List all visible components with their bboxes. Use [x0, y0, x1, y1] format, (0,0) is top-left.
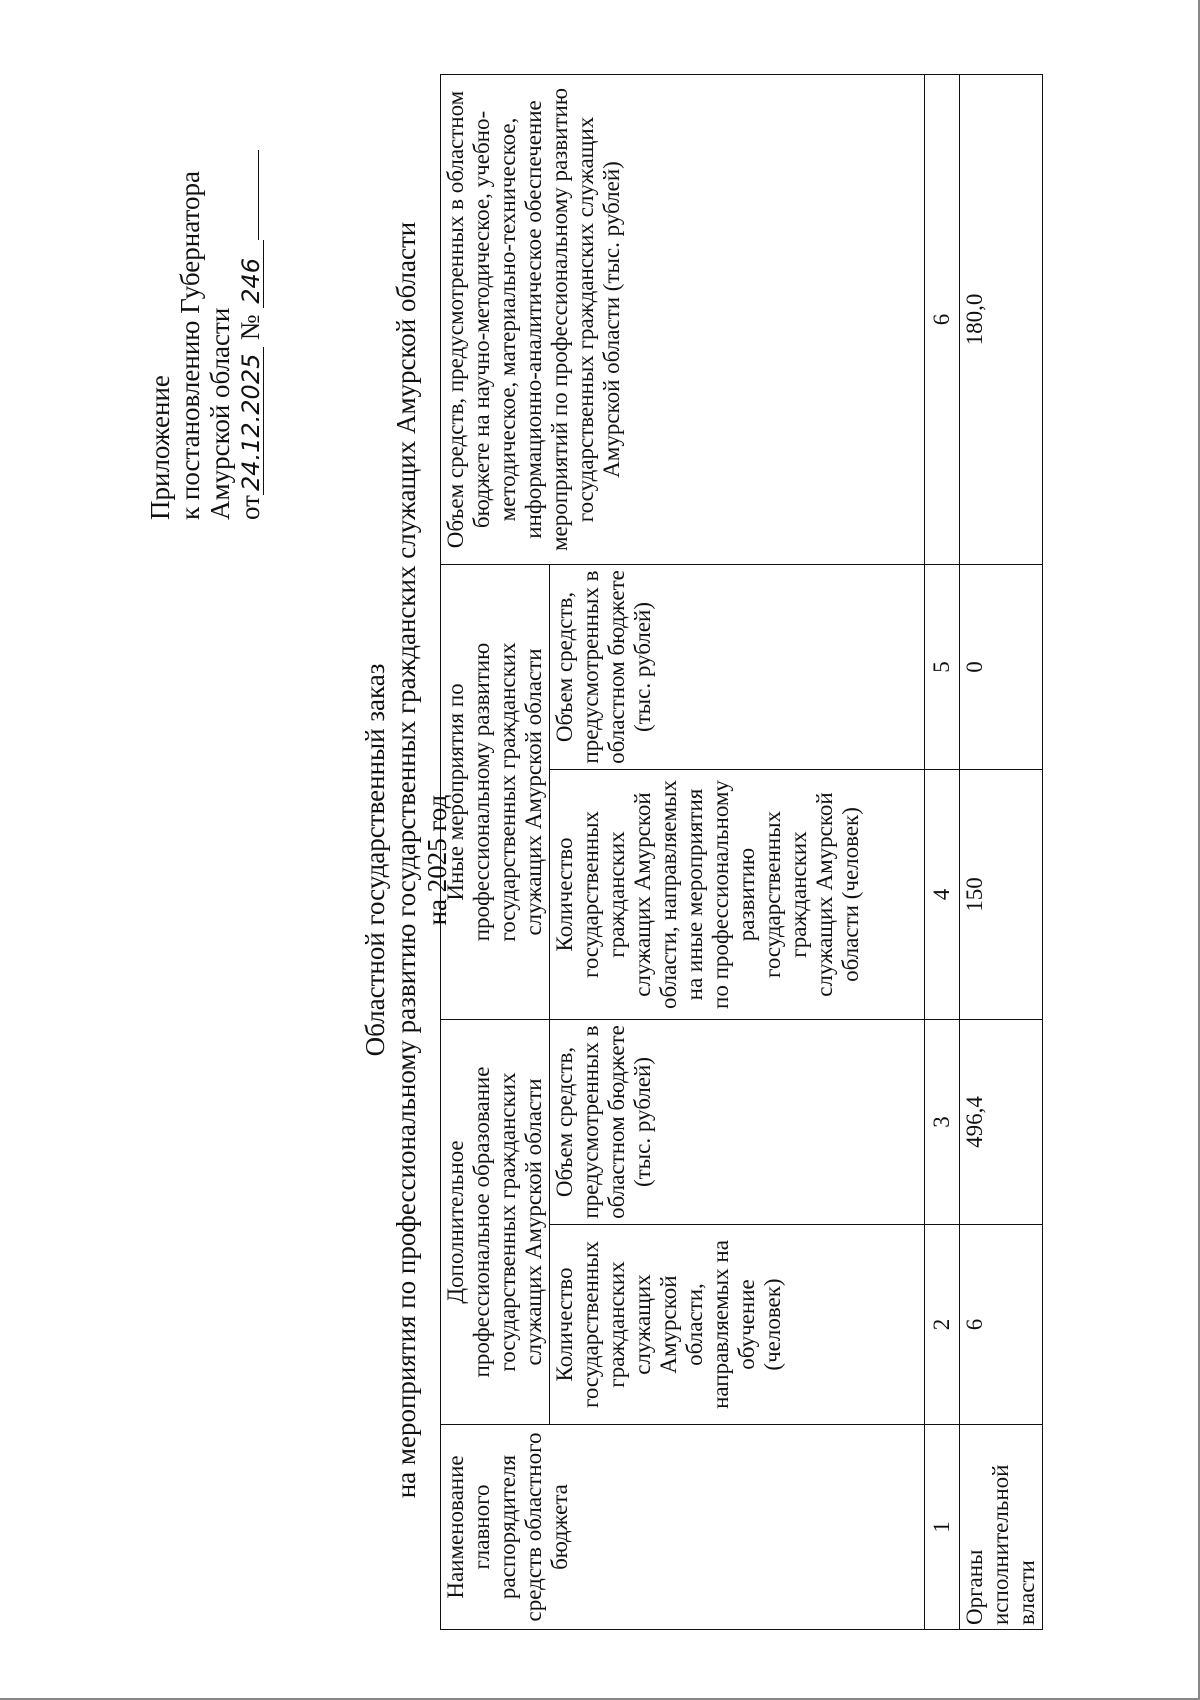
title-line-3: на 2025 год — [422, 794, 452, 926]
header-cell-group1 — [441, 1020, 550, 1425]
row-c5: 0 — [960, 565, 1043, 770]
order-table — [440, 74, 1043, 1630]
header-cell-col1 — [441, 1425, 925, 1630]
header-col1-text: Наименование главного распорядителя средств областного бюджета — [443, 1432, 572, 1622]
header-col6-text: Объем средств, предусмотренных в областном бюджете на научно-методическое, учебно-методическое, материально-техническое, информационно-аналитическое обеспечение мероприятий по профессиональному развитию государственных гражданских служащих Амурской области (тыс. рублей) — [443, 87, 624, 552]
appendix-region: Амурской области — [205, 307, 235, 520]
date-prefix: от — [235, 495, 265, 520]
header-cell-col6 — [441, 75, 925, 565]
handwritten-number: 246 — [239, 240, 264, 308]
handwritten-date: 24.12.2025 — [239, 347, 264, 495]
row-c2: 6 — [960, 1225, 1043, 1425]
column-number: 6 — [925, 75, 960, 565]
column-number: 2 — [925, 1225, 960, 1425]
row-name: Органы исполнительной власти — [960, 1425, 1043, 1630]
header-row-1 — [441, 75, 550, 1630]
appendix-date-line — [235, 100, 265, 520]
number-prefix: № — [235, 314, 265, 341]
signature-underline — [238, 150, 259, 240]
column-number: 4 — [925, 770, 960, 1020]
header-cell-group2-amount — [550, 565, 925, 770]
header-group2-amount-text: Объем средств, предусмотренных в областном бюджете (тыс. рублей) — [552, 570, 655, 764]
row-c3: 496,4 — [960, 1020, 1043, 1225]
appendix-title: Приложение — [145, 375, 175, 520]
header-group2-count-text: Количество государственных гражданских служащих Амурской области, направляемых на иные мероприятия по профессиональному развитию государственных гражданских служащих Амурской области (человек) — [552, 780, 863, 1009]
column-number: 3 — [925, 1020, 960, 1225]
appendix-decree-ref: к постановлению Губернатора — [175, 171, 205, 520]
title-line-2: на мероприятия по профессиональному развитию государственных гражданских служащих Амурской области — [391, 221, 421, 1499]
header-cell-group2 — [441, 565, 550, 1020]
header-cell-group2-count — [550, 770, 925, 1020]
header-group1-text: Дополнительное профессиональное образование государственных гражданских служащих Амурской области — [443, 1066, 546, 1378]
column-number: 1 — [925, 1425, 960, 1630]
appendix-block — [145, 100, 265, 520]
header-group2-text: Иные мероприятия по профессиональному развитию государственных гражданских служащих Амурской области — [443, 642, 546, 942]
table-row — [960, 75, 1043, 1630]
column-number-row — [925, 75, 960, 1630]
title-line-1: Областной государственный заказ — [360, 663, 390, 1057]
row-c4: 150 — [960, 770, 1043, 1020]
row-c6: 180,0 — [960, 75, 1043, 565]
header-group1-count-text: Количество государственных гражданских служащих Амурской области, направляемых на обучение (человек) — [552, 1240, 785, 1409]
header-group1-amount-text: Объем средств, предусмотренных в областном бюджете (тыс. рублей) — [552, 1025, 655, 1219]
column-number: 5 — [925, 565, 960, 770]
header-cell-group1-count — [550, 1225, 925, 1425]
header-cell-group1-amount — [550, 1020, 925, 1225]
